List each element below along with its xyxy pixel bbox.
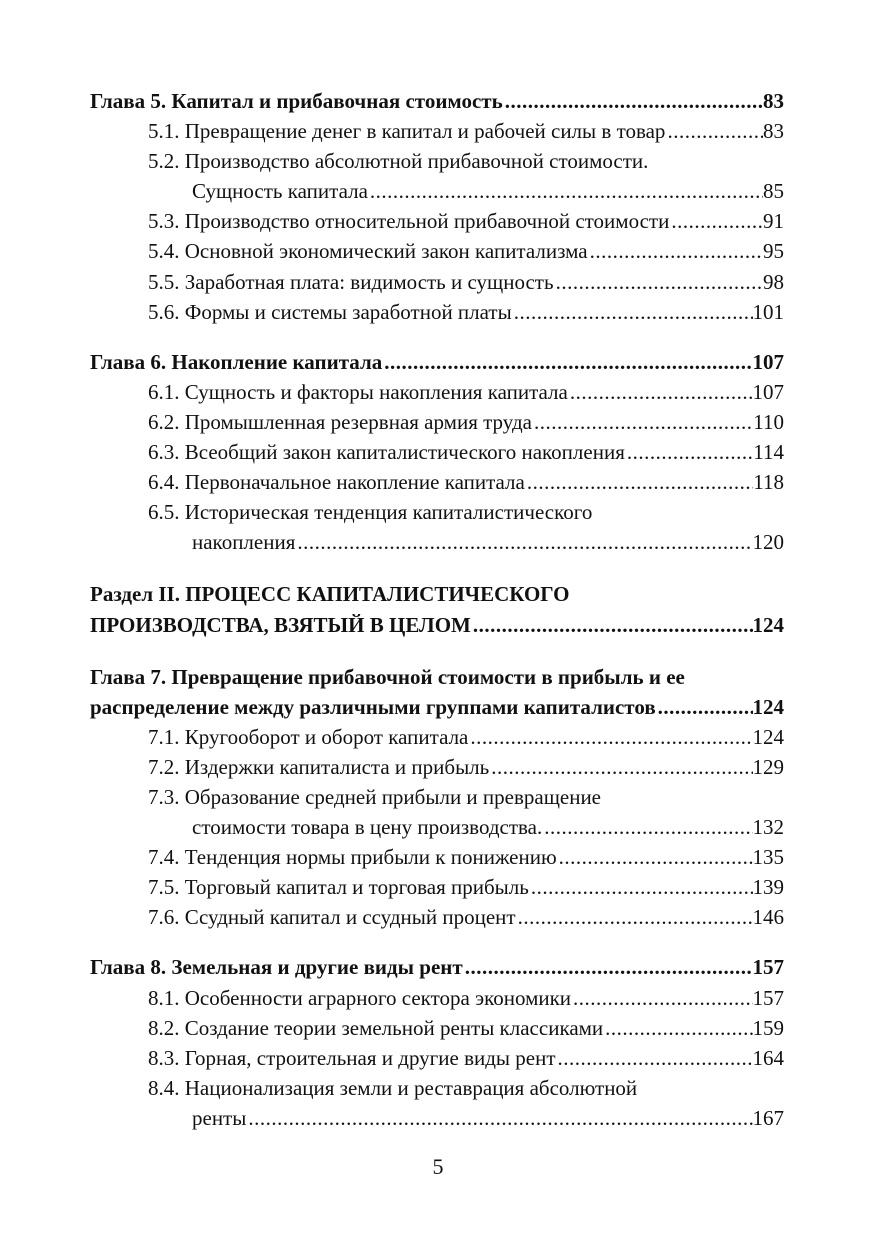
toc-page-number: 85 [763,179,784,204]
toc-entry-title: 7.3. Образование средней прибыли и превращение [148,784,602,809]
toc-entry-title: 5.3. Производство относительной прибавочной стоимости [148,209,670,234]
toc-section-5-4 [90,236,784,266]
toc-part-2 [90,579,784,609]
toc-page-number: 167 [752,1105,784,1130]
leader-dots [463,952,753,982]
leader-dots [471,610,753,640]
toc-entry-title: 6.3. Всеобщий закон капиталистического накопления [148,440,625,465]
toc-section-5-6 [90,297,784,327]
toc-page-number: 157 [752,955,784,980]
toc-entry-title: 6.2. Промышленная резервная армия труда [148,409,532,434]
toc-chapter-7-cont [90,692,784,722]
toc-section-7-6 [90,902,784,932]
toc-page-number: 83 [763,119,784,144]
toc-page-number: 124 [752,724,784,749]
leader-dots [557,842,753,872]
leader-dots [625,437,753,467]
toc-section-6-4 [90,467,784,497]
toc-page-number: 107 [752,349,784,374]
toc-entry-title: 5.6. Формы и системы заработной платы [148,299,512,324]
toc-section-5-1 [90,116,784,146]
toc-page-number: 95 [763,239,784,264]
toc-page-number: 135 [752,845,784,870]
toc-page-number: 101 [752,299,784,324]
toc-page-number: 107 [752,379,784,404]
leader-dots [603,1013,752,1043]
toc-entry-title: стоимости товара в цену производства. [192,815,543,840]
toc-section-7-2 [90,752,784,782]
toc-section-5-2-cont [90,176,784,206]
toc-entry-title: 8.1. Особенности аграрного сектора экономики [148,985,572,1010]
leader-dots [554,267,763,297]
toc-entry-title: Раздел II. ПРОЦЕСС КАПИТАЛИСТИЧЕСКОГО [90,582,570,607]
toc-page-number: 120 [752,530,784,555]
toc-entry-title: ПРОИЗВОДСТВА, ВЗЯТЫЙ В ЦЕЛОМ [90,612,471,637]
toc-entry-title: 8.2. Создание теории земельной ренты классиками [148,1015,604,1040]
toc-entry-title: 6.5. Историческая тенденция капиталистического [148,500,593,525]
toc-section-5-3 [90,206,784,236]
leader-dots [529,872,753,902]
toc-page-number: 129 [752,754,784,779]
toc-section-6-1 [90,377,784,407]
toc-chapter-8 [90,952,784,982]
toc-section-8-4 [90,1073,784,1103]
toc-page-number: 164 [752,1045,784,1070]
toc-section-7-4 [90,842,784,872]
toc-section-5-2 [90,146,784,176]
toc-page-number: 110 [753,409,784,434]
toc-page-number: 132 [752,815,784,840]
toc-entry-title: 5.2. Производство абсолютной прибавочной стоимости. [148,149,649,174]
toc-section-6-5 [90,497,784,527]
toc-section-8-2 [90,1013,784,1043]
toc-section-5-5 [90,267,784,297]
toc-section-8-1 [90,983,784,1013]
toc-entry-title: 7.5. Торговый капитал и торговая прибыль [148,875,529,900]
leader-dots [382,347,752,377]
toc-chapter-5 [90,86,784,116]
toc-section-6-3 [90,437,784,467]
leader-dots [368,176,763,206]
toc-entry-title: 5.4. Основной экономический закон капитализма [148,239,588,264]
toc-entry-title: Глава 6. Накопление капитала [90,349,383,374]
leader-dots [588,236,763,266]
leader-dots [295,527,752,557]
toc-page-number: 114 [753,440,784,465]
leader-dots [669,206,763,236]
leader-dots [489,752,752,782]
toc-entry-title: 7.6. Ссудный капитал и ссудный процент [148,905,516,930]
leader-dots [556,1043,753,1073]
leader-dots [542,812,752,842]
toc-part-2-cont [90,610,784,640]
toc-page-number: 91 [763,209,784,234]
leader-dots [246,1103,752,1133]
toc-section-7-3 [90,782,784,812]
toc-page-number: 159 [752,1015,784,1040]
toc-entry-title: 6.1. Сущность и факторы накопления капитала [148,379,568,404]
toc-chapter-7 [90,662,784,692]
toc-chapter-6 [90,347,784,377]
leader-dots [525,467,753,497]
toc-entry-title: 7.1. Кругооборот и оборот капитала [148,724,469,749]
toc-entry-title: 8.4. Национализация земли и реставрация абсолютной [148,1075,638,1100]
toc-section-7-3-cont [90,812,784,842]
page-number: 5 [432,1154,444,1179]
toc-entry-title: 5.1. Превращение денег в капитал и рабочей силы в товар [148,119,666,144]
toc-entry-title: 7.4. Тенденция нормы прибыли к понижению [148,845,557,870]
leader-dots [516,902,753,932]
toc-section-6-5-cont [90,527,784,557]
toc-entry-title: Сущность капитала [192,179,368,204]
toc-page-number: 83 [763,89,784,113]
toc-entry-title: Глава 7. Превращение прибавочной стоимости в прибыль и ее [90,664,685,689]
leader-dots [503,86,763,116]
toc-page-number: 118 [753,470,784,495]
toc-page-number: 124 [752,612,784,637]
toc-entry-title: распределение между различными группами капиталистов [90,694,656,719]
toc-page-number: 124 [752,694,784,719]
toc-section-6-2 [90,407,784,437]
toc-entry-title: накопления [192,530,296,555]
toc-section-8-3 [90,1043,784,1073]
leader-dots [512,297,753,327]
toc-entry-title: 7.2. Издержки капиталиста и прибыль [148,754,490,779]
toc-entry-title: ренты [192,1105,247,1130]
toc-section-7-5 [90,872,784,902]
toc-page-number: 146 [752,905,784,930]
toc-entry-title: 6.4. Первоначальное накопление капитала [148,470,525,495]
toc-entry-title: 5.5. Заработная плата: видимость и сущность [148,269,554,294]
toc-page-number: 139 [752,875,784,900]
toc-entry-title: Глава 8. Земельная и другие виды рент [90,955,463,980]
toc-section-7-1 [90,722,784,752]
toc-entry-title: Глава 5. Капитал и прибавочная стоимость [90,89,503,113]
toc-section-8-4-cont [90,1103,784,1133]
leader-dots [532,407,753,437]
toc-entry-title: 8.3. Горная, строительная и другие виды рент [148,1045,556,1070]
leader-dots [656,692,753,722]
leader-dots [568,377,753,407]
leader-dots [468,722,752,752]
toc-page-number: 98 [763,269,784,294]
toc-page-number: 157 [752,985,784,1010]
leader-dots [665,116,763,146]
leader-dots [571,983,752,1013]
table-of-contents [90,86,784,1133]
